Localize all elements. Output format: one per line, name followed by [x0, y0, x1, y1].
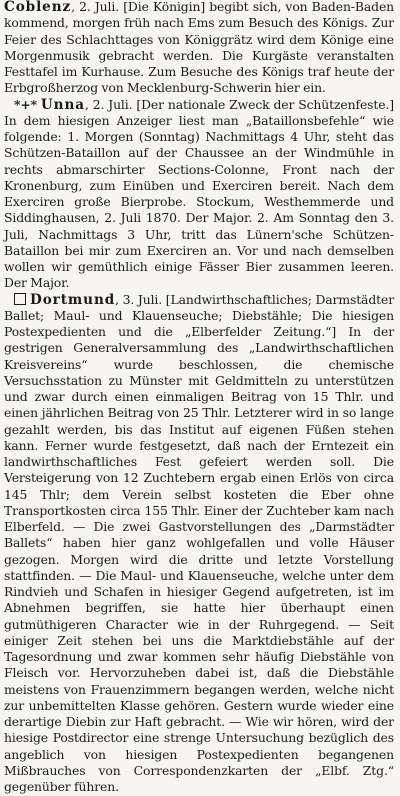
article-dortmund — [4, 292, 394, 796]
dateline-city: Unna — [40, 96, 85, 113]
article-text: [Der nationale Zweck der Schützenfeste.] In dem hiesigen Anzeiger liest man „Bataillonsbefehle“ wie folgende: 1. Morgen (Sonntag) Nachmittags 4 Uhr, steht das Schützen-Bataillon auf der Chaussee an der Windmühle in rechts abmarschirter Sections-Colonne, Front nach der Kronenburg, zum Einüben und Exerciren bereit. Nach dem Exerciren große Bierprobe. Stockum, Westhemmerde und Siddinghausen, 2. Juli 1870. Der Major. 2. Am Sonntag den 3. Juli, Nachmittags 3 Uhr, tritt das Lünern'sche Schützen-Bataillon bei mir zum Exerciren an. Vor und nach demselben wollen wir gemüthlich einige Fässer Bier zusammen leeren. Der Major. — [4, 96, 394, 291]
article-paragraph — [4, 0, 394, 97]
dateline-date: , 3. Juli. — [115, 291, 163, 307]
dateline-date: , 2. Juli. — [84, 96, 133, 112]
dateline-date: , 2. Juli. — [71, 0, 120, 14]
article-text: [Die Königin] begibt sich, von Baden-Baden kommend, morgen früh nach Ems zum Besuch des Königs. Zur Feier des Schlachttages von Königgrätz wird dem Könige eine Morgenmusik gebracht werden. Die Kurgäste veranstalten Festtafel im Kurhause. Zum Besuche des Königs traf heute der Erbgroßherzog von Mecklenburg-Schwerin hier ein. — [4, 0, 395, 96]
article-coblenz — [4, 0, 394, 97]
article-unna — [4, 97, 394, 292]
article-paragraph — [4, 97, 394, 292]
dateline-city: Dortmund — [30, 291, 116, 308]
section-marker: *+* — [14, 96, 37, 112]
article-text: [Landwirthschaftliches; Darmstädter Ballet; Maul- und Klauenseuche; Diebstähle; Die hiesigen Postexpedienten und die „Elberfelder Zeitung.“] In der gestrigen Generalversammlung des „Landwirthschaftlichen Kreisvereins“ wurde beschlossen, die chemische Versuchsstation zu Münster mit Geldmitteln zu unterstützen und zwar durch einen einmaligen Beitrag von 15 Thlr. und einen jährlichen Beitrag von 25 Thlr. Letzterer wird in so lange gezahlt werden, bis das Institut auf eigenen Füßen stehen kann. Ferner wurde festgesetzt, daß nach der Erntezeit ein landwirthschaftliches Fest gefeiert werden soll. Die Versteigerung von 12 Zuchtebern ergab einen Erlös von circa 145 Thlr; dem Verein selbst kosteten die Eber ohne Transportkosten circa 155 Thlr. Einer der Zuchteber kam nach Elberfeld. — Die zwei Gastvorstellungen des „Darmstädter Ballets“ haben hier ganz wohlgefallen und volle Häuser gezogen. Morgen wird die dritte und letzte Vorstellung stattfinden. — Die Maul- und Klauenseuche, welche unter dem Rindvieh und Schafen in hiesiger Gegend aufgetreten, ist im Abnehmen begriffen, sie hatte hier überhaupt einen gutmüthigeren Character wie in der Ruhrgegend. — Seit einiger Zeit stehen bei uns die Marktdiebstähle auf der Tagesordnung und zwar kommen sehr häufig Diebstähle von Fleisch vor. Hervorzuheben dabei ist, daß die Diebstähle meistens von Frauenzimmern begangen werden, welche nicht zur unbemittelten Klasse gehören. Gestern wurde wieder eine derartige Diebin zur Haft gebracht. — Wie wir hören, wird der hiesige Postdirector eine strenge Untersuchung bezüglich des angeblich von hiesigen Postexpedienten begangenen Mißbrauches von Correspondenzkarten der „Elbf. Ztg.“ gegenüber führen. — [4, 291, 395, 794]
dateline-city: Coblenz — [4, 0, 72, 15]
article-paragraph — [4, 292, 394, 796]
square-box-icon — [14, 293, 26, 305]
